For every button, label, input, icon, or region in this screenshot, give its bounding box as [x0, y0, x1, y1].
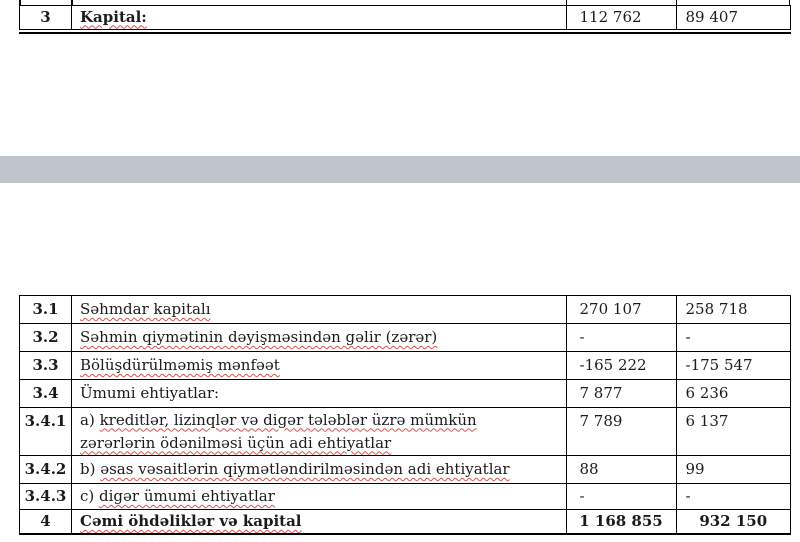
value-current: 112 762 — [579, 7, 642, 26]
row-number: 4 — [40, 512, 51, 530]
row-label — [80, 409, 477, 455]
row-label: Bölüşdürülməmiş mənfəət — [80, 356, 280, 374]
table-row — [20, 380, 790, 408]
value-previous-cell — [677, 380, 791, 407]
row-number-cell — [20, 408, 72, 455]
value-current: - — [579, 328, 585, 346]
row-number: 3 — [40, 7, 51, 26]
value-previous-cell — [677, 296, 791, 323]
row-label — [80, 486, 275, 507]
row-label: Səhmdar kapitalı — [80, 300, 211, 318]
value-previous: - — [685, 487, 691, 505]
table-row-total — [20, 510, 790, 533]
value-previous: - — [685, 328, 691, 346]
value-previous-cell — [677, 456, 791, 483]
row-number-cell — [20, 6, 72, 29]
table-row — [20, 6, 790, 29]
row-number: 3.2 — [32, 328, 59, 346]
value-previous: 6 236 — [685, 384, 729, 402]
row-label-cell — [72, 484, 567, 509]
row-number: 3.4.1 — [24, 412, 67, 430]
value-current: 88 — [579, 460, 599, 478]
row-number: 3.1 — [32, 300, 59, 318]
row-number-cell — [20, 324, 72, 351]
row-label-text: kreditlər, lizinqlər və digər tələblər üzrə mümkün zərərlərin ödənilməsi üçün adi ehtiyatlar — [80, 410, 477, 452]
row-number-cell — [20, 296, 72, 323]
value-current-cell — [567, 324, 677, 351]
value-previous: 6 137 — [685, 412, 729, 430]
table-row — [20, 408, 790, 456]
value-previous-cell — [677, 6, 791, 29]
value-previous: 932 150 — [699, 512, 768, 530]
row-label-cell — [72, 380, 567, 407]
table-row — [20, 352, 790, 380]
row-label-cell — [72, 456, 567, 483]
balance-table-top-fragment — [19, 5, 791, 30]
row-label: Səhmin qiymətinin dəyişməsindən gəlir (zərər) — [80, 328, 438, 346]
row-number-cell — [20, 380, 72, 407]
value-current-cell — [567, 380, 677, 407]
row-number-cell — [20, 484, 72, 509]
value-current: - — [579, 487, 585, 505]
value-previous: -175 547 — [685, 356, 753, 374]
row-number: 3.4.3 — [24, 487, 67, 505]
row-number: 3.4.2 — [24, 460, 67, 478]
row-label-prefix: a) — [80, 410, 100, 429]
row-label-cell — [72, 296, 567, 323]
value-current-cell — [567, 484, 677, 509]
row-number-cell — [20, 510, 72, 533]
value-current-cell — [567, 408, 677, 455]
row-label-cell — [72, 510, 567, 533]
row-number-cell — [20, 456, 72, 483]
row-label: Cəmi öhdəliklər və kapital — [80, 512, 302, 530]
value-previous: 89 407 — [685, 7, 738, 26]
table-row — [20, 324, 790, 352]
balance-table-main — [19, 295, 791, 535]
value-previous: 258 718 — [685, 300, 748, 318]
table-row — [20, 456, 790, 484]
value-current: 1 168 855 — [579, 512, 663, 530]
table-row — [20, 484, 790, 510]
row-label-cell — [72, 408, 567, 455]
value-previous: 99 — [685, 460, 705, 478]
row-label-cell — [72, 352, 567, 379]
row-label-text: digər ümumi ehtiyatlar — [99, 487, 275, 505]
row-label — [80, 459, 510, 480]
table-row — [20, 296, 790, 324]
row-number: 3.3 — [32, 356, 59, 374]
row-label-prefix: b) — [80, 460, 101, 478]
value-current-cell — [567, 6, 677, 29]
value-current: 7 789 — [579, 412, 623, 430]
value-current-cell — [567, 296, 677, 323]
row-label-prefix: c) — [80, 487, 100, 505]
row-number: 3.4 — [32, 384, 59, 402]
value-current: -165 222 — [579, 356, 647, 374]
value-previous-cell — [677, 324, 791, 351]
table-outer-bottom-border — [19, 32, 791, 34]
row-label-cell — [72, 6, 567, 29]
value-current-cell — [567, 510, 677, 533]
row-label-cell — [72, 324, 567, 351]
row-label-text: əsas vəsaitlərin qiymətləndirilməsindən adi ehtiyatlar — [100, 460, 510, 478]
value-previous-cell — [677, 352, 791, 379]
value-current-cell — [567, 352, 677, 379]
value-previous-cell — [677, 484, 791, 509]
value-previous-cell — [677, 408, 791, 455]
row-label: Ümumi ehtiyatlar: — [80, 384, 220, 402]
value-current: 270 107 — [579, 300, 642, 318]
row-number-cell — [20, 352, 72, 379]
value-current: 7 877 — [579, 384, 623, 402]
page-break-separator — [0, 156, 800, 183]
row-label: Kapital: — [80, 7, 147, 26]
value-current-cell — [567, 456, 677, 483]
value-previous-cell — [677, 510, 791, 533]
